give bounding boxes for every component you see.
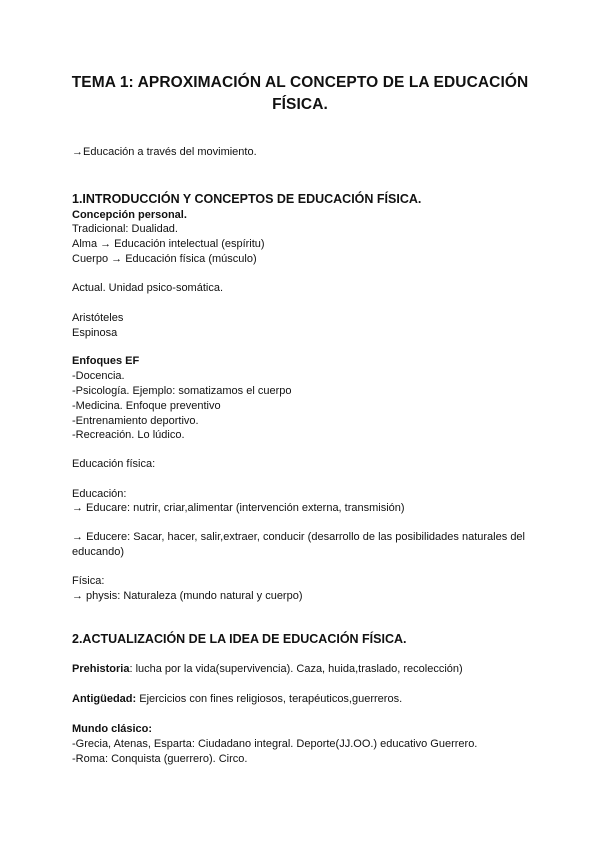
page-title: TEMA 1: APROXIMACIÓN AL CONCEPTO DE LA EDUCACIÓN FÍSICA. — [71, 74, 529, 113]
clasico-item: -Grecia, Atenas, Esparta: Ciudadano integral. Deporte(JJ.OO.) educativo Guerrero. — [72, 738, 478, 750]
prehistoria-label: Prehistoria — [72, 663, 130, 675]
prehistoria-line — [72, 662, 463, 677]
clasico-label: Mundo clásico: — [72, 723, 153, 735]
enfoque-item: -Recreación. Lo lúdico. — [72, 429, 185, 441]
enfoque-item: -Psicología. Ejemplo: somatizamos el cuerpo — [72, 385, 292, 397]
enfoques-label: Enfoques EF — [72, 355, 140, 367]
fisica-label: Física: — [72, 575, 105, 587]
section2-heading: 2.ACTUALIZACIÓN DE LA IDEA DE EDUCACIÓN FÍSICA. — [72, 632, 407, 646]
enfoque-item: -Entrenamiento deportivo. — [72, 415, 199, 427]
antiguedad-label: Antigüedad: — [72, 693, 137, 705]
concepcion-label: Concepción personal. — [72, 209, 187, 221]
ef-label: Educación física: — [72, 458, 156, 470]
concepcion-line: Tradicional: Dualidad. — [72, 223, 178, 235]
clasico-item: -Roma: Conquista (guerrero). Circo. — [72, 753, 248, 765]
prehistoria-text: : lucha por la vida(supervivencia). Caza, huida,traslado, recolección) — [129, 663, 463, 675]
philosopher-name: Aristóteles — [72, 312, 124, 324]
educacion-label: Educación: — [72, 488, 127, 500]
antiguedad-line — [72, 692, 402, 707]
antiguedad-text: Ejercicios con fines religiosos, terapéuticos,guerreros. — [136, 693, 403, 705]
educare-line: → Educare: nutrir, criar,alimentar (intervención externa, transmisión) — [72, 502, 405, 514]
physis-line: → physis: Naturaleza (mundo natural y cuerpo) — [72, 590, 303, 602]
enfoque-item: -Medicina. Enfoque preventivo — [72, 400, 221, 412]
section1-heading: 1.INTRODUCCIÓN Y CONCEPTOS DE EDUCACIÓN FÍSICA. — [72, 192, 422, 206]
actual-line: Actual. Unidad psico-somática. — [72, 282, 224, 294]
educere-paragraph: → Educere: Sacar, hacer, salir,extraer, conducir (desarrollo de las posibilidades naturales del educando) — [72, 531, 525, 558]
concepcion-line: Cuerpo → Educación física (músculo) — [72, 253, 257, 265]
intro-line: →Educación a través del movimiento. — [72, 146, 257, 158]
enfoque-item: -Docencia. — [72, 370, 125, 382]
philosopher-name: Espinosa — [72, 327, 118, 339]
concepcion-line: Alma → Educación intelectual (espíritu) — [72, 238, 265, 250]
